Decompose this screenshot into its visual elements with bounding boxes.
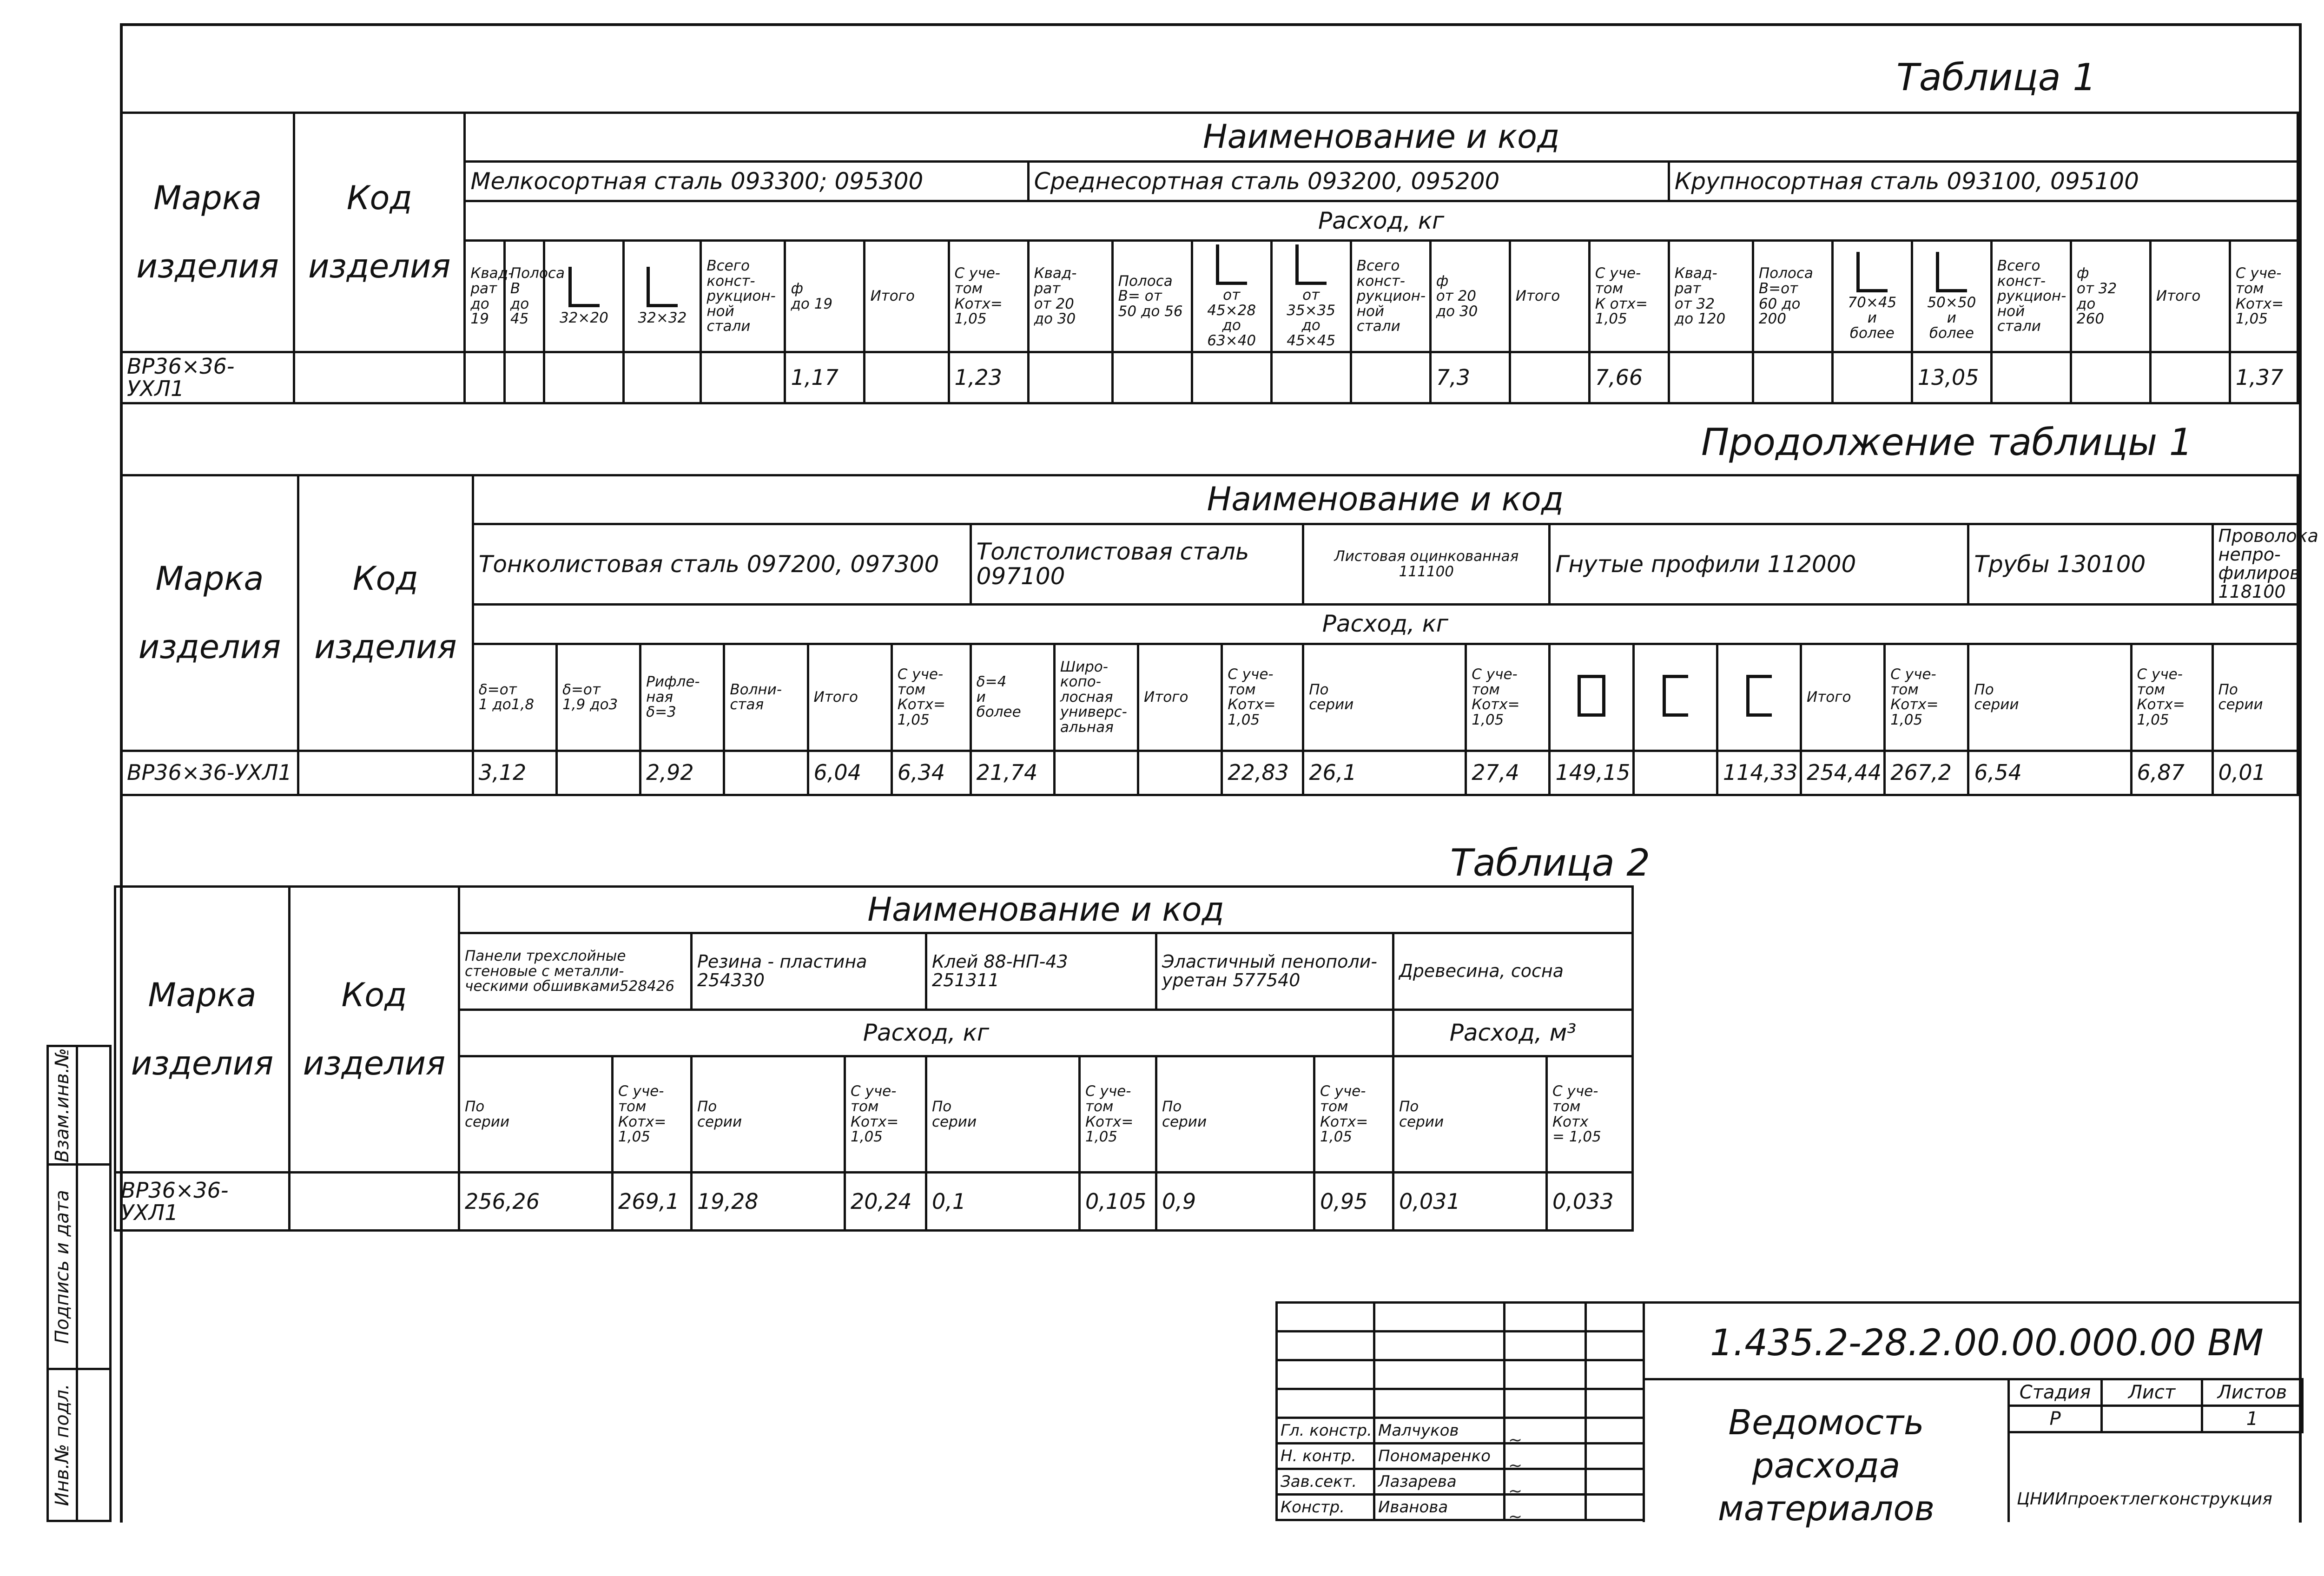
- t1-value-1: [465, 352, 505, 403]
- t1-row-marka: ВР36×36-УХЛ1: [121, 352, 294, 403]
- t1b-value-2: [556, 751, 640, 795]
- t1b-col-header-17: С уче- том Котх= 1,05: [1885, 644, 1968, 751]
- document-code: 1.435.2-28.2.00.00.000.00 ВМ: [1710, 1322, 2264, 1364]
- t2-value-10: 0,033: [1547, 1173, 1633, 1231]
- t1b-value-20: 0,01: [2212, 751, 2298, 795]
- t1b-col-header-18: По серии: [1968, 644, 2131, 751]
- t1-value-5: [701, 352, 785, 403]
- t1b-col-header-12: С уче- том Котх= 1,05: [1466, 644, 1550, 751]
- t1-value-14: 7,3: [1430, 352, 1510, 403]
- t1b-row-kod: [298, 751, 473, 795]
- t2-group-5: Древесина, сосна: [1393, 933, 1633, 1010]
- t1b-head-rashod: Расход, кг: [473, 604, 2298, 644]
- t1b-col-header-13: [1550, 644, 1633, 751]
- t1-profile-shape-icon: [1936, 252, 1967, 292]
- t2-col-header-2: С уче- том Котх= 1,05: [613, 1056, 692, 1173]
- t1-value-17: [1669, 352, 1753, 403]
- t1b-value-12: 27,4: [1466, 751, 1550, 795]
- t1-value-20: 13,05: [1912, 352, 1991, 403]
- t2-value-8: 0,95: [1314, 1173, 1393, 1231]
- t1-value-18: [1753, 352, 1832, 403]
- stamp-signature-4: ~: [1505, 1495, 1586, 1520]
- t1b-value-9: [1138, 751, 1222, 795]
- t1-value-21: [1991, 352, 2071, 403]
- t1b-value-11: 26,1: [1303, 751, 1466, 795]
- t1b-profile-shape-icon: [1746, 675, 1772, 717]
- t1-group-2: Среднесортная сталь 093200, 095200: [1028, 162, 1669, 201]
- t2-col-header-6: С уче- том Котх= 1,05: [1080, 1056, 1156, 1173]
- t2-group-4: Эластичный пенополи- уретан 577540: [1156, 933, 1393, 1010]
- t1-col-header-4: 32×32: [624, 241, 701, 352]
- t1-head-naim: Наименование и код: [465, 113, 2298, 162]
- t1-col-header-18: Полоса В=от 60 до 200: [1753, 241, 1832, 352]
- t2-value-9: 0,031: [1393, 1173, 1547, 1231]
- t1b-value-13: 149,15: [1550, 751, 1633, 795]
- t1-col-header-3: 32×20: [544, 241, 624, 352]
- t1-col-header-9: Квад- рат от 20 до 30: [1028, 241, 1112, 352]
- t1b-value-10: 22,83: [1222, 751, 1303, 795]
- stamp-role-1: Гл. констр.: [1277, 1418, 1374, 1444]
- t2-col-header-5: По серии: [926, 1056, 1080, 1173]
- table1-continuation: [120, 474, 2318, 796]
- t1b-col-header-19: С уче- том Котх= 1,05: [2131, 644, 2212, 751]
- t1b-value-18: 6,54: [1968, 751, 2131, 795]
- t1-head-rashod: Расход, кг: [465, 201, 2298, 241]
- t1b-col-header-4: Волни- стая: [724, 644, 808, 751]
- stage-table: [2007, 1378, 2304, 1433]
- t2-head-kod: Код изделия: [290, 887, 459, 1173]
- t1-col-header-22: ф от 32 до 260: [2071, 241, 2150, 352]
- t2-col-header-9: По серии: [1393, 1056, 1547, 1173]
- t1b-col-header-14: [1633, 644, 1717, 751]
- t1-col-header-19: 70×45 и более: [1832, 241, 1912, 352]
- t1b-col-header-20: По серии: [2212, 644, 2298, 751]
- t1b-group-1: Тонколистовая сталь 097200, 097300: [473, 524, 971, 605]
- t1b-group-6: Проволока непро- филиров 118100: [2212, 524, 2298, 605]
- t1-col-header-13: Всего конст- рукцион- ной стали: [1351, 241, 1430, 352]
- t1-value-2: [504, 352, 544, 403]
- t1b-value-6: 6,34: [891, 751, 971, 795]
- t1b-group-5: Трубы 130100: [1968, 524, 2212, 605]
- t1-value-13: [1351, 352, 1430, 403]
- t2-head-naim: Наименование и код: [459, 887, 1633, 933]
- t1-value-15: [1510, 352, 1589, 403]
- document-title: Ведомость расхода материалов: [1717, 1403, 1935, 1529]
- t2-value-4: 20,24: [845, 1173, 926, 1231]
- stamp-signature-1: ~: [1505, 1418, 1586, 1444]
- t1-profile-shape-icon: [1856, 252, 1888, 292]
- stamp-name-2: Пономаренко: [1374, 1444, 1505, 1469]
- t1b-group-3: Листовая оцинкованная 111100: [1303, 524, 1550, 605]
- side-strip-label-2: Подпись и дата: [51, 1189, 73, 1344]
- t1-value-4: [624, 352, 701, 403]
- stamp-name-3: Лазарева: [1374, 1469, 1505, 1495]
- t1-head-marka: Марка изделия: [121, 113, 294, 352]
- t1-value-3: [544, 352, 624, 403]
- t1-value-7: [865, 352, 949, 403]
- table1b-caption: Продолжение таблицы 1: [1701, 421, 2193, 464]
- stamp-role-3: Зав.сект.: [1277, 1469, 1374, 1495]
- title-block-signatures: [1275, 1301, 1645, 1526]
- sheets-header: Листов: [2202, 1379, 2303, 1406]
- stamp-signature-3: ~: [1505, 1469, 1586, 1495]
- t2-row-marka: ВР36×36-УХЛ1: [115, 1173, 290, 1231]
- side-strip-label-1: Инв.№ подл.: [51, 1384, 73, 1506]
- t1b-col-header-10: С уче- том Котх= 1,05: [1222, 644, 1303, 751]
- t1-profile-shape-icon: [1295, 244, 1327, 285]
- t1b-value-15: 114,33: [1717, 751, 1801, 795]
- title-block-main: [1643, 1301, 2301, 1529]
- organization-name: ЦНИИпроектлегконструкция: [2017, 1490, 2272, 1509]
- t2-row-kod: [290, 1173, 459, 1231]
- title-block: [1275, 1301, 2299, 1529]
- t2-group-3: Клей 88-НП-43 251311: [926, 933, 1156, 1010]
- t1-value-6: 1,17: [785, 352, 865, 403]
- side-approval-strip: [46, 1045, 112, 1520]
- t1b-col-header-9: Итого: [1138, 644, 1222, 751]
- t2-head-marka: Марка изделия: [115, 887, 290, 1173]
- t1-profile-shape-icon: [647, 267, 678, 307]
- stage-header: Стадия: [2009, 1379, 2102, 1406]
- t1b-head-naim: Наименование и код: [473, 475, 2298, 524]
- t1-col-header-8: С уче- том Котх= 1,05: [949, 241, 1028, 352]
- t2-col-header-8: С уче- том Котх= 1,05: [1314, 1056, 1393, 1173]
- t2-col-header-3: По серии: [692, 1056, 845, 1173]
- t1-col-header-6: ф до 19: [785, 241, 865, 352]
- t1b-head-marka: Марка изделия: [121, 475, 298, 751]
- table2-caption: Таблица 2: [1450, 841, 1651, 884]
- t1-col-header-14: ф от 20 до 30: [1430, 241, 1510, 352]
- t1-col-header-20: 50×50 и более: [1912, 241, 1991, 352]
- t1b-value-7: 21,74: [971, 751, 1054, 795]
- t1b-value-5: 6,04: [808, 751, 891, 795]
- t1-value-9: [1028, 352, 1112, 403]
- t1-row-kod: [294, 352, 465, 403]
- t2-value-2: 269,1: [613, 1173, 692, 1231]
- t1-col-header-1: Квад- рат до 19: [465, 241, 505, 352]
- t1-value-16: 7,66: [1589, 352, 1669, 403]
- t1-col-header-21: Всего конст- рукцион- ной стали: [1991, 241, 2071, 352]
- stamp-role-4: Констр.: [1277, 1495, 1374, 1520]
- t1b-value-16: 254,44: [1801, 751, 1885, 795]
- t1b-col-header-11: По серии: [1303, 644, 1466, 751]
- t1b-col-header-2: δ=от 1,9 до3: [556, 644, 640, 751]
- t1-value-19: [1832, 352, 1912, 403]
- t1-value-23: [2150, 352, 2230, 403]
- t1-col-header-7: Итого: [865, 241, 949, 352]
- t1b-col-header-3: Рифле- ная δ=3: [640, 644, 724, 751]
- t1-col-header-2: Полоса В до 45: [504, 241, 544, 352]
- t1-profile-shape-icon: [1216, 244, 1247, 285]
- t1-col-header-17: Квад- рат от 32 до 120: [1669, 241, 1753, 352]
- t1-profile-shape-icon: [568, 267, 600, 307]
- t2-col-header-10: С уче- том Котх = 1,05: [1547, 1056, 1633, 1173]
- t2-col-header-1: По серии: [459, 1056, 613, 1173]
- t1b-value-14: [1633, 751, 1717, 795]
- t1b-col-header-5: Итого: [808, 644, 891, 751]
- t2-value-3: 19,28: [692, 1173, 845, 1231]
- t1-head-kod: Код изделия: [294, 113, 465, 352]
- t1b-col-header-1: δ=от 1 до1,8: [473, 644, 556, 751]
- sheet-header: Лист: [2102, 1379, 2202, 1406]
- t1-col-header-23: Итого: [2150, 241, 2230, 352]
- t1-col-header-16: С уче- том К отх= 1,05: [1589, 241, 1669, 352]
- t1-col-header-12: от 35×35 до 45×45: [1271, 241, 1351, 352]
- side-strip-label-3: Взам.инв.№: [51, 1048, 73, 1163]
- t2-head-rashod-m3: Расход, м³: [1393, 1010, 1633, 1056]
- t2-col-header-7: По серии: [1156, 1056, 1314, 1173]
- t1-value-22: [2071, 352, 2150, 403]
- t1-col-header-11: от 45×28 до 63×40: [1192, 241, 1271, 352]
- t1-value-11: [1192, 352, 1271, 403]
- t1b-group-4: Гнутые профили 112000: [1550, 524, 1968, 605]
- t2-head-rashod-kg: Расход, кг: [459, 1010, 1393, 1056]
- t1b-value-17: 267,2: [1885, 751, 1968, 795]
- t1b-profile-shape-icon: [1663, 675, 1688, 717]
- t2-value-7: 0,9: [1156, 1173, 1314, 1231]
- t1b-col-header-6: С уче- том Котх= 1,05: [891, 644, 971, 751]
- t1b-value-4: [724, 751, 808, 795]
- t2-group-2: Резина - пластина 254330: [692, 933, 926, 1010]
- t1-col-header-24: С уче- том Котх= 1,05: [2230, 241, 2298, 352]
- t1-value-10: [1112, 352, 1192, 403]
- t1-value-24: 1,37: [2230, 352, 2298, 403]
- t2-col-header-4: С уче- том Котх= 1,05: [845, 1056, 926, 1173]
- table1-caption: Таблица 1: [1896, 56, 2097, 99]
- stage-value: Р: [2009, 1406, 2102, 1432]
- t2-value-1: 256,26: [459, 1173, 613, 1231]
- table2: [114, 885, 1634, 1232]
- sheet-value: [2102, 1406, 2202, 1432]
- t1-value-8: 1,23: [949, 352, 1028, 403]
- t2-value-6: 0,105: [1080, 1173, 1156, 1231]
- t1b-value-3: 2,92: [640, 751, 724, 795]
- t1-group-3: Крупносортная сталь 093100, 095100: [1669, 162, 2298, 201]
- t1b-col-header-7: δ=4 и более: [971, 644, 1054, 751]
- t1-col-header-5: Всего конст- рукцион- ной стали: [701, 241, 785, 352]
- sheets-value: 1: [2202, 1406, 2303, 1432]
- t1b-row-marka: ВР36×36-УХЛ1: [121, 751, 298, 795]
- t1b-profile-shape-icon: [1578, 675, 1605, 717]
- table1: [120, 112, 2299, 404]
- t1b-col-header-16: Итого: [1801, 644, 1885, 751]
- t1b-value-1: 3,12: [473, 751, 556, 795]
- t1b-value-8: [1054, 751, 1138, 795]
- t1b-value-19: 6,87: [2131, 751, 2212, 795]
- t1b-col-header-15: [1717, 644, 1801, 751]
- t2-group-1: Панели трехслойные стеновые с металли- ческими обшивками528426: [459, 933, 692, 1010]
- t1-value-12: [1271, 352, 1351, 403]
- stamp-name-4: Иванова: [1374, 1495, 1505, 1520]
- t1-group-1: Мелкосортная сталь 093300; 095300: [465, 162, 1028, 201]
- t1b-group-2: Толстолистовая сталь 097100: [971, 524, 1303, 605]
- t1b-col-header-8: Широ- копо- лосная универс- альная: [1054, 644, 1138, 751]
- stamp-signature-2: ~: [1505, 1444, 1586, 1469]
- t1-col-header-15: Итого: [1510, 241, 1589, 352]
- stamp-name-1: Малчуков: [1374, 1418, 1505, 1444]
- t1b-head-kod: Код изделия: [298, 475, 473, 751]
- t2-value-5: 0,1: [926, 1173, 1080, 1231]
- t1-col-header-10: Полоса В= от 50 до 56: [1112, 241, 1192, 352]
- stamp-role-2: Н. контр.: [1277, 1444, 1374, 1469]
